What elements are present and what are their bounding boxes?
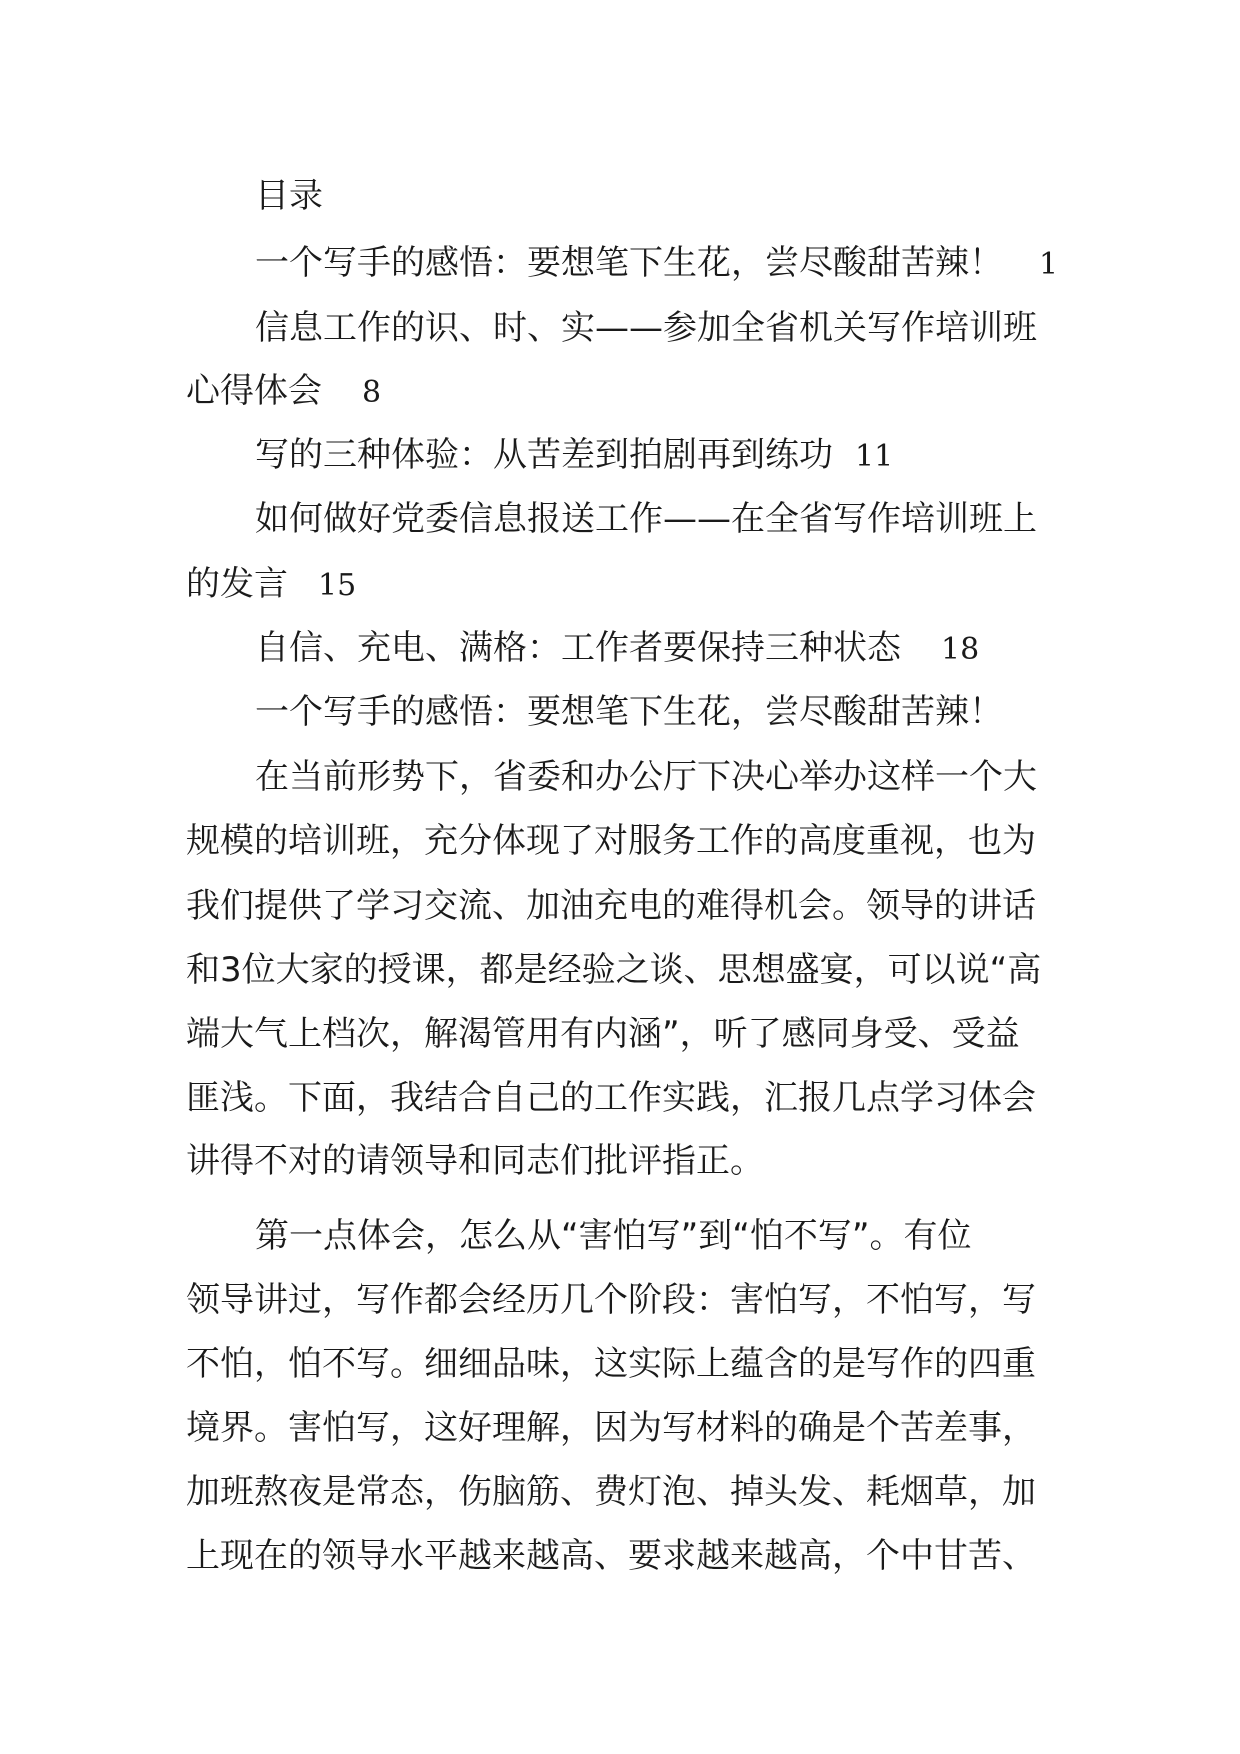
toc-entry-1[interactable] bbox=[255, 243, 1058, 285]
toc-entry-3[interactable] bbox=[255, 435, 893, 477]
toc-entry-4-line2[interactable] bbox=[186, 564, 356, 606]
article-heading: 一个写手的感悟：要想笔下生花，尝尽酸甜苦辣！ bbox=[255, 692, 1003, 732]
paragraph-line: 境界。害怕写，这好理解，因为写材料的确是个苦差事， bbox=[186, 1408, 1036, 1448]
toc-page-number: 1 bbox=[1039, 247, 1059, 282]
toc-page-number: 15 bbox=[318, 568, 357, 603]
paragraph-line: 上现在的领导水平越来越高、要求越来越高，个中甘苦、 bbox=[186, 1536, 1036, 1576]
paragraph-line: 在当前形势下，省委和办公厅下决心举办这样一个大 bbox=[255, 757, 1037, 797]
toc-entry-4-line1[interactable]: 如何做好党委信息报送工作——在全省写作培训班上 bbox=[255, 499, 1037, 539]
toc-entry-text: 心得体会 bbox=[186, 371, 322, 411]
paragraph-line: 和3位大家的授课，都是经验之谈、思想盛宴，可以说“高 bbox=[186, 950, 1042, 990]
toc-entry-2-line1[interactable]: 信息工作的识、时、实——参加全省机关写作培训班 bbox=[255, 308, 1037, 348]
toc-page-number: 8 bbox=[362, 375, 382, 410]
toc-title: 目录 bbox=[255, 176, 323, 216]
toc-entry-5[interactable] bbox=[255, 628, 979, 670]
paragraph-line: 第一点体会，怎么从“害怕写”到“怕不写”。有位 bbox=[255, 1216, 972, 1256]
toc-entry-text: 自信、充电、满格：工作者要保持三种状态 bbox=[255, 628, 901, 668]
paragraph-line: 规模的培训班，充分体现了对服务工作的高度重视，也为 bbox=[186, 821, 1036, 861]
paragraph-line: 匪浅。下面，我结合自己的工作实践，汇报几点学习体会 bbox=[186, 1078, 1036, 1118]
toc-entry-text: 写的三种体验：从苦差到拍剧再到练功 bbox=[255, 435, 833, 475]
toc-page-number: 18 bbox=[941, 632, 980, 667]
paragraph-line: 端大气上档次，解渴管用有内涵”，听了感同身受、受益 bbox=[186, 1014, 1020, 1054]
paragraph-line: 加班熬夜是常态，伤脑筋、费灯泡、掉头发、耗烟草，加 bbox=[186, 1472, 1036, 1512]
paragraph-line: 我们提供了学习交流、加油充电的难得机会。领导的讲话 bbox=[186, 886, 1036, 926]
toc-entry-2-line2[interactable] bbox=[186, 371, 381, 413]
paragraph-line: 讲得不对的请领导和同志们批评指正。 bbox=[186, 1141, 764, 1181]
toc-page-number: 11 bbox=[855, 439, 894, 474]
paragraph-line: 领导讲过，写作都会经历几个阶段：害怕写，不怕写，写 bbox=[186, 1280, 1036, 1320]
toc-entry-text: 一个写手的感悟：要想笔下生花，尝尽酸甜苦辣！ bbox=[255, 243, 1003, 283]
toc-entry-text: 的发言 bbox=[186, 564, 288, 604]
paragraph-line: 不怕，怕不写。细细品味，这实际上蕴含的是写作的四重 bbox=[186, 1344, 1036, 1384]
